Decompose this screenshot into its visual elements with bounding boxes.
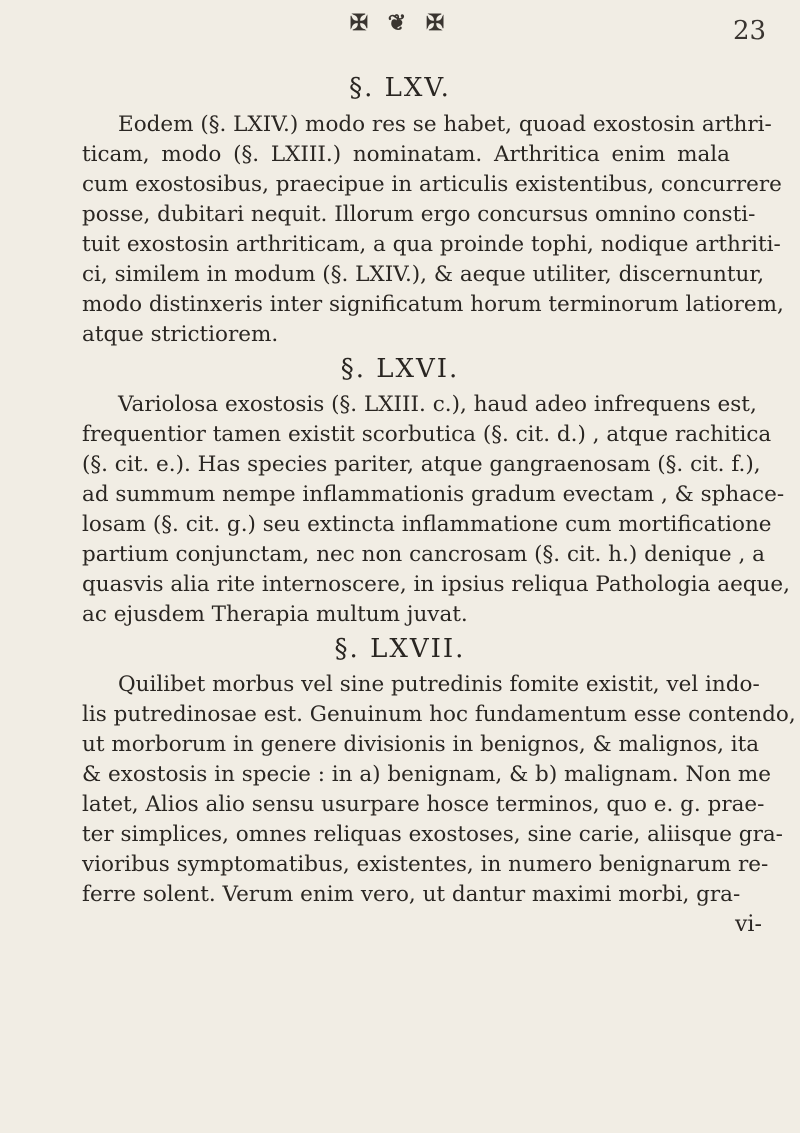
section-heading: §. LXVII.	[334, 634, 466, 664]
text-line: (§. cit. e.). Has species pariter, atque gangraenosam (§. cit. f.),	[82, 452, 761, 477]
text-line: posse, dubitari nequit. Illorum ergo concursus omnino consti-	[82, 202, 756, 227]
text-line: ad summum nempe inflammationis gradum evectam , & sphace-	[82, 482, 785, 507]
section-heading: §. LXVI.	[340, 354, 460, 384]
text-line: modo distinxeris inter significatum horum terminorum latiorem,	[82, 292, 784, 317]
text-line: ferre solent. Verum enim vero, ut dantur maximi morbi, gra-	[82, 882, 741, 907]
section-heading: §. LXV.	[349, 73, 451, 103]
text-line: latet, Alios alio sensu usurpare hosce terminos, quo e. g. prae-	[82, 792, 765, 817]
text-line: ticam, modo (§. LXIII.) nominatam. Arthritica enim mala	[82, 142, 730, 167]
text-line: frequentior tamen existit scorbutica (§. cit. d.) , atque rachitica	[82, 422, 772, 447]
text-line: ut morborum in genere divisionis in benignos, & malignos, ita	[82, 732, 760, 757]
text-line: tuit exostosin arthriticam, a qua proinde tophi, nodique arthriti-	[82, 232, 781, 257]
text-line: partium conjunctam, nec non cancrosam (§. cit. h.) denique , a	[82, 542, 765, 567]
text-line: Quilibet morbus vel sine putredinis fomite existit, vel indo-	[118, 672, 760, 697]
text-line: ci, similem in modum (§. LXIV.), & aeque utiliter, discernuntur,	[82, 262, 765, 287]
text-line: atque strictiorem.	[82, 322, 279, 347]
text-line: cum exostosibus, praecipue in articulis existentibus, concurrere	[82, 172, 782, 197]
header-ornament: ✠ ❦ ✠	[349, 10, 451, 36]
text-line: losam (§. cit. g.) seu extincta inflammatione cum mortificatione	[82, 512, 772, 537]
text-line: lis putredinosae est. Genuinum hoc fundamentum esse contendo,	[82, 702, 796, 727]
text-line: vioribus symptomatibus, existentes, in numero benignarum re-	[82, 852, 769, 877]
text-line: ter simplices, omnes reliquas exostoses, sine carie, aliisque gra-	[82, 822, 783, 847]
text-line: & exostosis in specie : in a) benignam, & b) malignam. Non me	[82, 762, 772, 787]
text-line: ac ejusdem Therapia multum juvat.	[82, 602, 468, 627]
text-line: quasvis alia rite internoscere, in ipsius reliqua Pathologia aeque,	[82, 572, 790, 597]
page-number: 23	[733, 16, 767, 46]
catchword: vi-	[735, 912, 762, 937]
text-line: Variolosa exostosis (§. LXIII. c.), haud adeo infrequens est,	[118, 392, 757, 417]
text-line: Eodem (§. LXIV.) modo res se habet, quoad exostosin arthri-	[118, 112, 772, 137]
